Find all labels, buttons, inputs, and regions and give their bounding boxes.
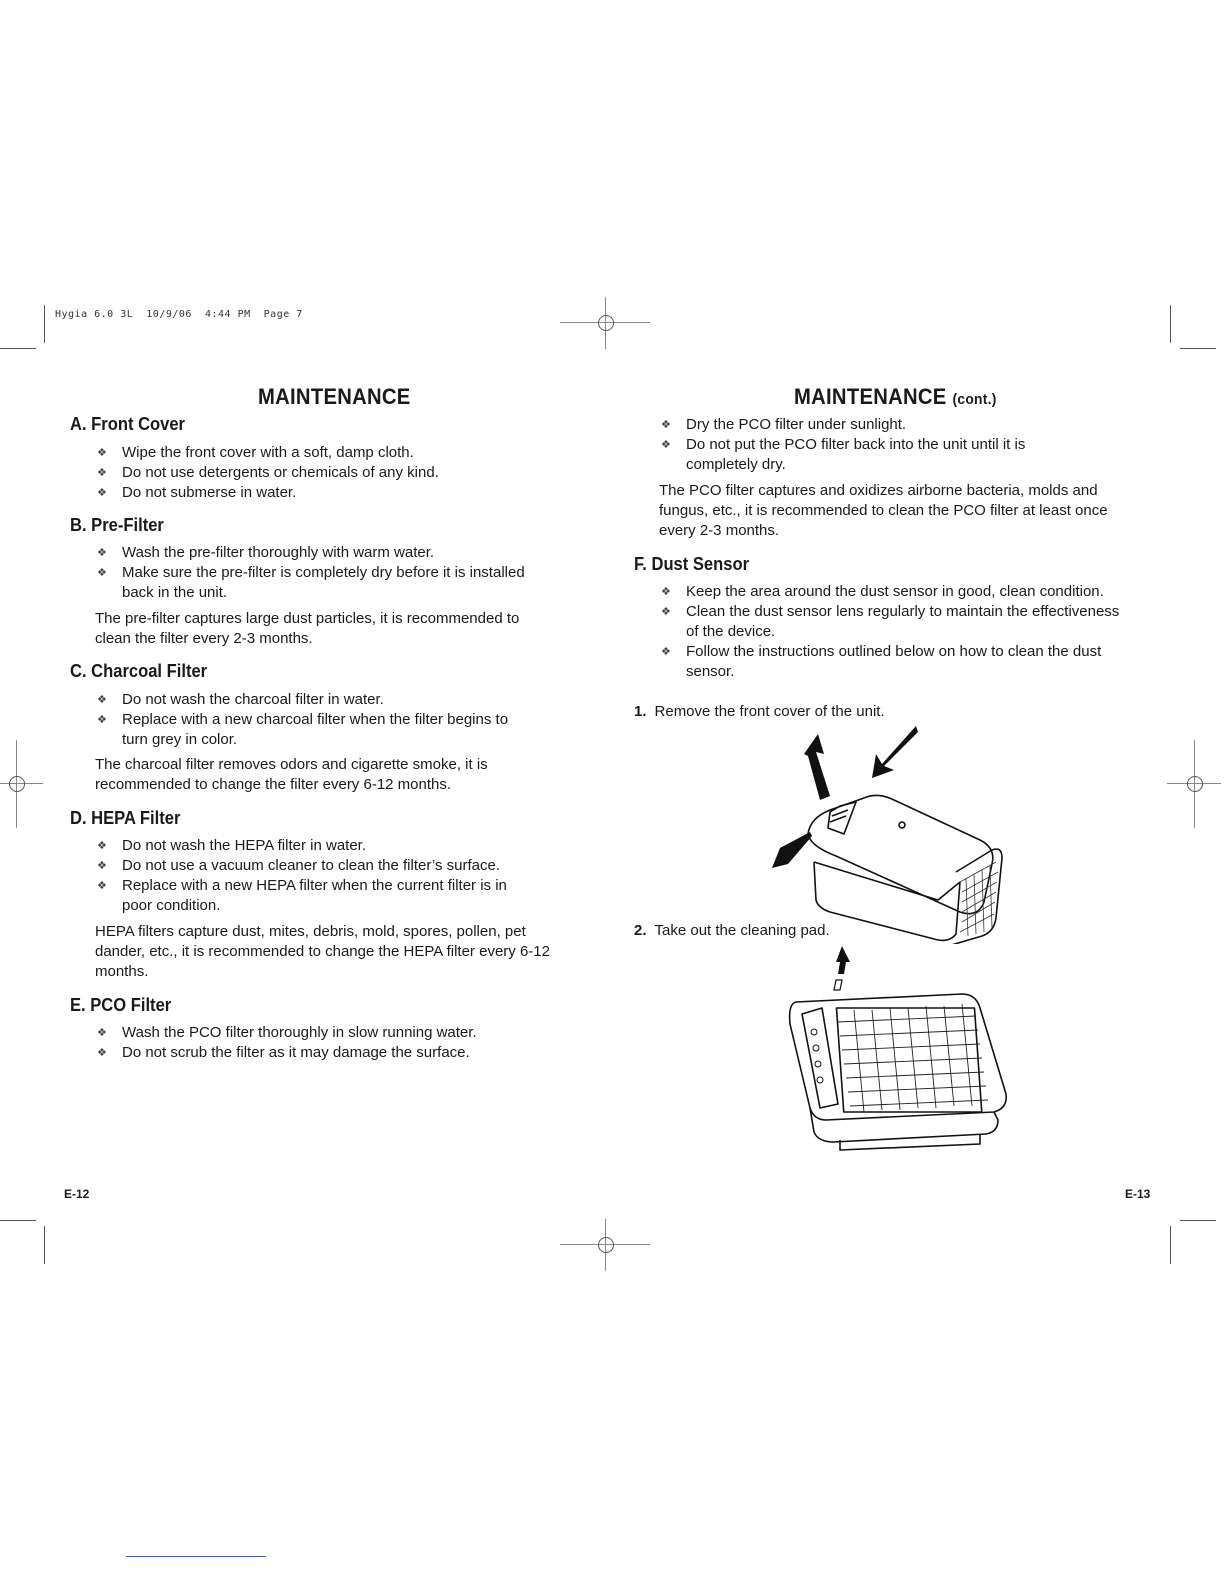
page-number-right: E-13 (1125, 1187, 1151, 1201)
dust-sensor-bullets (661, 582, 1131, 682)
crop-mark (1180, 348, 1216, 349)
pco-filter-note: The PCO filter captures and oxidizes airborne bacteria, molds and fungus, etc., it is recommended to clean the PCO filter at least once every 2-3 months. (659, 482, 1108, 539)
list-item: ❖ Do not wash the HEPA filter in water. (97, 836, 537, 856)
slug-line: Hygia 6.0 3L 10/9/06 4:44 PM Page 7 (55, 309, 303, 320)
list-item: ❖ Do not submerse in water. (97, 483, 557, 503)
crop-mark (1180, 1220, 1216, 1221)
list-item: ❖ Do not wash the charcoal filter in water. (97, 690, 537, 710)
page-number-left: E-12 (64, 1187, 90, 1201)
list-item: ❖ Do not use a vacuum cleaner to clean the filter’s surface. (97, 856, 537, 876)
pre-filter-note: The pre-filter captures large dust particles, it is recommended to clean the filter every 2-3 months. (95, 610, 520, 647)
charcoal-filter-bullets (97, 690, 537, 750)
crop-mark (0, 1220, 36, 1221)
section-heading-charcoal-filter: C. Charcoal Filter (70, 661, 208, 681)
step-text: Take out the cleaning pad. (654, 922, 830, 939)
list-item: ❖ Dry the PCO filter under sunlight. (661, 415, 1081, 435)
cleaning-pad-illustration (780, 944, 1012, 1156)
charcoal-filter-note: The charcoal filter removes odors and cigarette smoke, it is recommended to change the filter every 6-12 months. (95, 756, 488, 793)
crop-mark (1170, 1226, 1171, 1264)
crop-mark (44, 1226, 45, 1264)
pco-filter-bullets (97, 1023, 557, 1063)
list-item: ❖ Replace with a new charcoal filter when the filter begins to turn grey in color. (97, 710, 537, 750)
pre-filter-bullets (97, 543, 557, 603)
page-title-right-suffix: (cont.) (952, 391, 997, 408)
hepa-filter-bullets (97, 836, 537, 916)
section-heading-pco-filter: E. PCO Filter (70, 995, 172, 1015)
registration-mark-left (3, 770, 31, 798)
list-item: ❖ Replace with a new HEPA filter when the current filter is in poor condition. (97, 876, 537, 916)
crop-mark (44, 305, 45, 343)
registration-mark-top (592, 309, 620, 337)
page-title-left: MAINTENANCE (258, 384, 411, 409)
list-item: ❖ Wash the pre-filter thoroughly with warm water. (97, 543, 557, 563)
page-title-right (794, 384, 997, 410)
list-item: ❖ Do not put the PCO filter back into the unit until it is completely dry. (661, 435, 1081, 475)
step-number: 1. (634, 703, 647, 720)
list-item: ❖ Keep the area around the dust sensor in good, clean condition. (661, 582, 1131, 602)
registration-mark-right (1181, 770, 1209, 798)
section-heading-front-cover: A. Front Cover (70, 414, 186, 434)
step-2 (634, 921, 830, 941)
hepa-filter-note: HEPA filters capture dust, mites, debris, mold, spores, pollen, pet dander, etc., it is recommended to change the HEPA filter every 6-12 months. (95, 923, 550, 980)
page-title-right-text: MAINTENANCE (794, 384, 947, 409)
list-item: ❖ Follow the instructions outlined below on how to clean the dust sensor. (661, 642, 1131, 682)
front-cover-removal-illustration (770, 722, 1010, 944)
list-item: ❖ Wipe the front cover with a soft, damp cloth. (97, 443, 557, 463)
pco-drying-bullets (661, 415, 1081, 475)
bottom-rule (126, 1556, 266, 1557)
list-item: ❖ Do not scrub the filter as it may damage the surface. (97, 1043, 557, 1063)
crop-mark (0, 348, 36, 349)
list-item: ❖ Wash the PCO filter thoroughly in slow running water. (97, 1023, 557, 1043)
section-heading-hepa-filter: D. HEPA Filter (70, 808, 181, 828)
step-text: Remove the front cover of the unit. (654, 703, 885, 720)
step-1 (634, 702, 885, 722)
section-heading-pre-filter: B. Pre-Filter (70, 515, 164, 535)
front-cover-bullets (97, 443, 557, 503)
crop-mark (1170, 305, 1171, 343)
section-heading-dust-sensor: F. Dust Sensor (634, 554, 750, 574)
list-item: ❖ Clean the dust sensor lens regularly to maintain the effectiveness of the device. (661, 602, 1131, 642)
registration-mark-bottom (592, 1231, 620, 1259)
list-item: ❖ Make sure the pre-filter is completely dry before it is installed back in the unit. (97, 563, 557, 603)
step-number: 2. (634, 922, 647, 939)
list-item: ❖ Do not use detergents or chemicals of any kind. (97, 463, 557, 483)
